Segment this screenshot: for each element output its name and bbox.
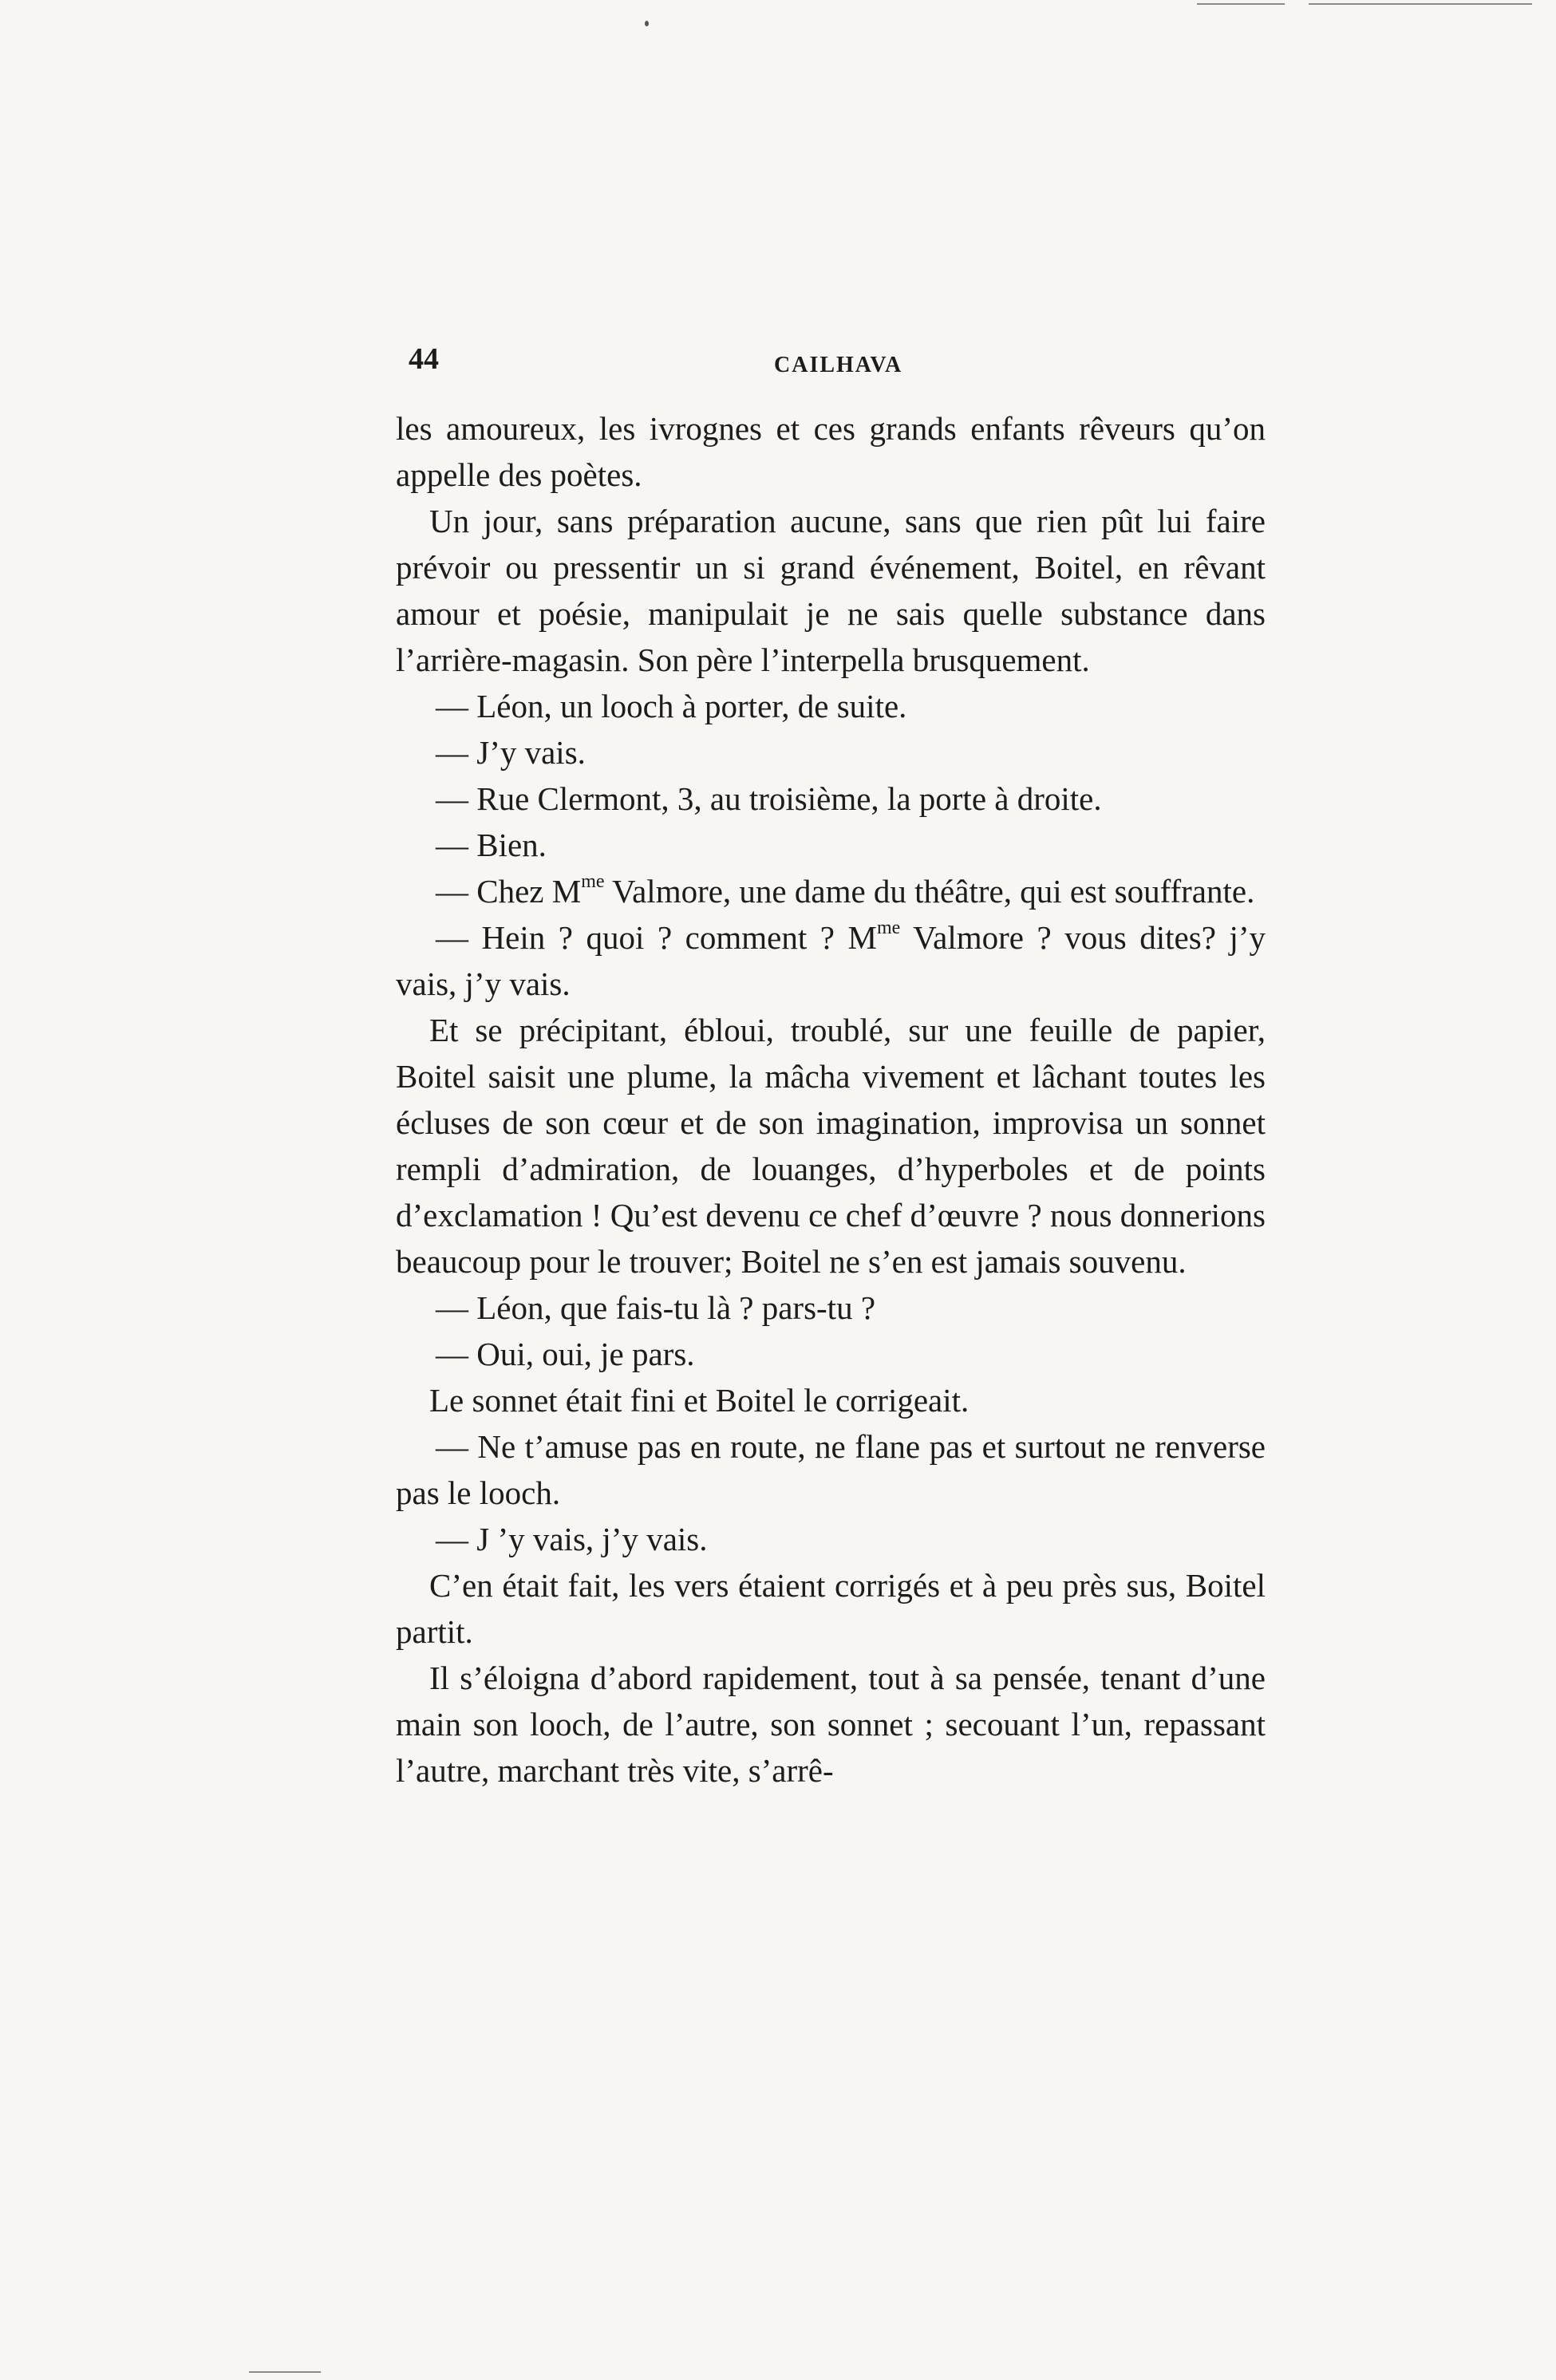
dialogue-text: — Hein ? quoi ? comment ? M (436, 919, 877, 956)
paragraph: Un jour, sans préparation aucune, sans que rien pût lui faire prévoir ou pressentir un si grand événement, Boitel, en rêvant amour et poésie, manipulait je ne sais quelle substance dans l’arrière-magasin. Son père l’interpella brusquement. (396, 503, 1266, 678)
scan-edge-mark (249, 2371, 321, 2373)
paragraph: Le sonnet était fini et Boitel le corrigeait. (429, 1382, 970, 1419)
dialogue-line: — J ’y vais, j’y vais. (436, 1521, 708, 1557)
dialogue-line: — Bien. (436, 827, 547, 863)
title-abbreviation: me (581, 871, 605, 893)
running-head (409, 341, 1270, 389)
dialogue-line: — Léon, que fais-tu là ? pars-tu ? (436, 1289, 876, 1326)
paragraph: C’en était fait, les vers étaient corrigés et à peu près sus, Boitel partit. (396, 1567, 1266, 1650)
scan-edge-mark (1309, 3, 1532, 5)
dialogue-text: Valmore ? vous dites? j’y vais, j’y vais. (396, 919, 1266, 1002)
dialogue-text: Valmore, une dame du théâtre, qui est souffrante. (604, 873, 1255, 910)
dialogue-line: — Rue Clermont, 3, au troisième, la porte à droite. (436, 780, 1102, 817)
dialogue-line (396, 868, 1266, 914)
dialogue-line: — Oui, oui, je pars. (436, 1336, 695, 1372)
paragraph: Il s’éloigna d’abord rapidement, tout à sa pensée, tenant d’une main son looch, de l’autre, son sonnet ; secouant l’un, repassant l’autre, marchant très vite, s’arrê- (396, 1660, 1266, 1789)
page-number: 44 (409, 342, 439, 376)
print-speck (645, 21, 649, 26)
dialogue-line: — Ne t’amuse pas en route, ne flane pas et surtout ne renverse pas le looch. (396, 1428, 1266, 1511)
dialogue-line: — J’y vais. (436, 734, 586, 771)
dialogue-line: — Léon, un looch à porter, de suite. (436, 688, 907, 724)
dialogue-line (396, 914, 1266, 1007)
running-title: CAILHAVA (774, 353, 903, 377)
paragraph: Et se précipitant, ébloui, troublé, sur une feuille de papier, Boitel saisit une plume, la mâcha vivement et lâchant toutes les écluses de son cœur et de son imagination, improvisa un sonnet rempli d’admiration, de louanges, d’hyperboles et de points d’exclamation ! Qu’est devenu ce chef d’œuvre ? nous donnerions beaucoup pour le trouver; Boitel ne s’en est jamais souvenu. (396, 1012, 1266, 1280)
scan-edge-mark (1197, 3, 1285, 5)
paragraph: les amoureux, les ivrognes et ces grands enfants rêveurs qu’on appelle des poètes. (396, 410, 1266, 493)
text-block (396, 405, 1266, 1794)
title-abbreviation: me (876, 918, 901, 939)
dialogue-text: — Chez M (436, 873, 582, 910)
